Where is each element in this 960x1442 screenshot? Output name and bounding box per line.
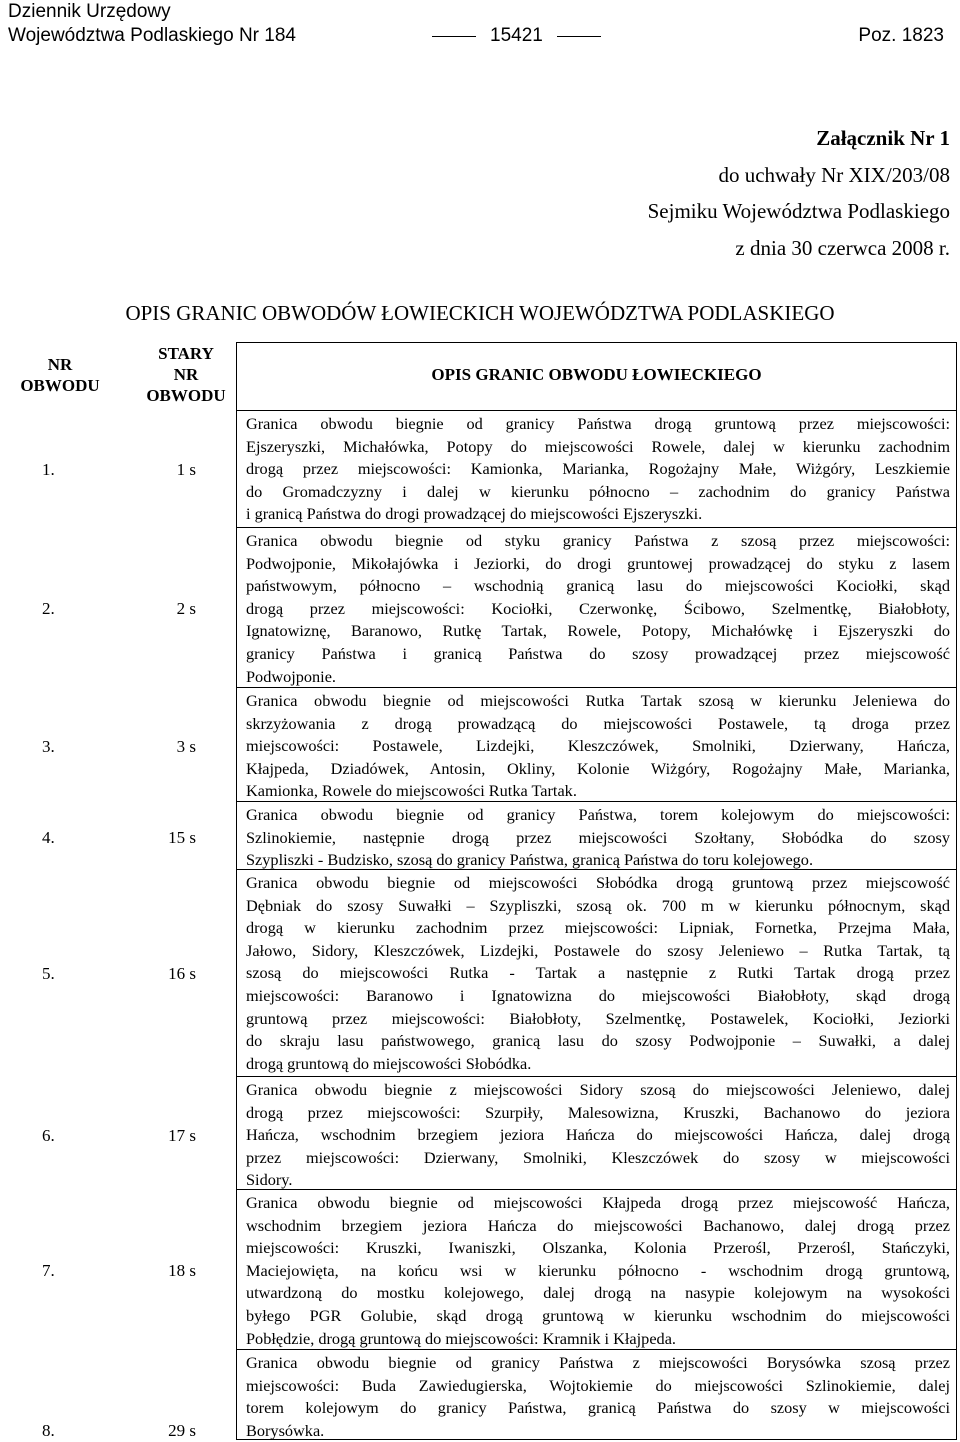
row-number: 6. (42, 1125, 55, 1145)
row-divider (236, 1189, 957, 1190)
column-header-stary-line3: OBWODU (146, 386, 226, 405)
description-line: drogą w kierunku zachodnim przez miejscowości: Lipniak, Fornetka, Przejma Mała, (246, 918, 950, 938)
description-line: Hańcza, wschodnim brzegiem jeziora Hańcza do miejscowości Hańcza, dalej drogą (246, 1125, 950, 1145)
description-line: granicy Państwa i granicą Państwa do szosy prowadzącej przez miejscowość (246, 643, 950, 663)
description-line: Podwojponie, Mikołajówka i Jeziorki, do drogi gruntowej prowadzącej do styku z lasem (246, 553, 950, 573)
description-line: Szlinokiemie, następnie drogą przez miejscowości Szołtany, Słobódka do szosy (246, 827, 950, 847)
description-line: do Gromadczyzny i dalej w kierunku północno – zachodnim do granicy Państwa (246, 481, 950, 501)
row-divider (236, 1349, 957, 1350)
journal-title-line2: Województwa Podlaskiego Nr 184 (8, 25, 296, 46)
row-divider (236, 687, 957, 688)
description-line: drogą przez miejscowości: Szurpiły, Malesowizna, Kruszki, Bachanowo do jeziora (246, 1102, 950, 1122)
column-header-stary (126, 343, 246, 406)
attachment-line3: Sejmiku Województwa Podlaskiego (647, 199, 950, 223)
attachment-block (648, 120, 950, 266)
description-line: drogą przez miejscowości: Kociołki, Czerwonkę, Ścibowo, Szelmentkę, Białobłoty, (246, 598, 950, 618)
description-line: Ignatowiznę, Baranowo, Rutkę Tartak, Rowele, Potopy, Michałówkę i Ejszeryszki do (246, 621, 950, 641)
description-line: byłego PGR Golubie, skąd drogą gruntową w kierunku wschodnim do miejscowości (246, 1305, 950, 1325)
description-line: miejscowości: Buda Zawiedugierska, Wojtokiemie do miejscowości Szlinokiemie, dalej (246, 1375, 950, 1395)
description-line: utwardzoną do mostku kolejowego, dalej drogą na nasypie kolejowym na wysokości (246, 1283, 950, 1303)
description-line: gruntową przez miejscowości: Białobłoty, Szelmentkę, Postawelek, Kociołki, Jeziorki (246, 1008, 950, 1028)
row-description (246, 690, 950, 803)
attachment-line4: z dnia 30 czerwca 2008 r. (735, 235, 950, 260)
description-line: Podwojponie. (246, 666, 337, 686)
description-line: Granica obwodu biegnie z miejscowości Sidory szosą do miejscowości Jeleniewo, dalej (246, 1080, 950, 1099)
row-description (246, 1352, 950, 1442)
description-line: Granica obwodu biegnie od miejscowości Słobódka drogą gruntową przez miejscowość (246, 873, 950, 892)
row-description (246, 530, 950, 688)
column-header-nr-line1: NR (47, 355, 73, 374)
row-old-number: 15 s (168, 827, 196, 847)
description-line: przez miejscowości: Dzierwany, Smolniki, Kleszczówek do szosy w miejscowości (246, 1147, 950, 1167)
description-line: państwowym, północno – wschodnią granicą lasu do miejscowości Kociołki, skąd (246, 576, 950, 596)
description-line: Jałowo, Sidory, Kleszczówek, Lizdejki, Postawele do szosy Jeleniewo – Rutka Tartak, tą (246, 940, 950, 960)
column-header-nr-line2: OBWODU (20, 376, 100, 395)
page-number-dash-left (432, 36, 476, 37)
row-description (246, 1079, 950, 1192)
row-number: 7. (42, 1261, 55, 1281)
description-line: i granicą Państwa do drogi prowadzącej do miejscowości Ejszeryszki. (246, 504, 703, 524)
description-line: Granica obwodu biegnie od granicy Państwa, torem kolejowym do miejscowości: (246, 805, 950, 824)
description-line: drogą gruntową do miejscowości Słobódka. (246, 1053, 532, 1073)
row-description (246, 872, 950, 1075)
column-header-stary-line2: NR (173, 365, 199, 384)
column-header-description: OPIS GRANIC OBWODU ŁOWIECKIEGO (431, 365, 762, 384)
column-header-nr (4, 354, 116, 396)
description-line: skrzyżowania z drogą prowadzącą do miejscowości Postawele, tą droga przez (246, 713, 950, 733)
journal-title-line1: Dziennik Urzędowy (8, 1, 171, 22)
row-old-number: 17 s (168, 1125, 196, 1145)
attachment-line2: do uchwały Nr XIX/203/08 (718, 162, 950, 187)
page-number-block (418, 24, 615, 48)
row-number: 2. (42, 599, 55, 619)
description-line: Granica obwodu biegnie od miejscowości Rutka Tartak szosą w kierunku Jeleniewa do (246, 691, 950, 710)
attachment-title: Załącznik Nr 1 (816, 126, 950, 150)
row-old-number: 2 s (176, 599, 196, 619)
description-line: miejscowości: Postawele, Lizdejki, Kleszczówek, Smolniki, Dzierwany, Hańcza, (246, 736, 950, 756)
page-number: 15421 (490, 25, 543, 46)
row-old-number: 3 s (176, 736, 196, 756)
row-description (246, 804, 950, 872)
description-line: szosą do miejscowości Rutka - Tartak a następnie z Rutki Tartak drogą przez (246, 963, 950, 983)
description-line: Granica obwodu biegnie od miejscowości Kłajpeda drogą przez miejscowość Hańcza, (246, 1193, 950, 1212)
row-old-number: 1 s (176, 459, 196, 479)
row-divider (236, 1076, 957, 1077)
description-line: Granica obwodu biegnie od granicy Państwa z miejscowości Borysówka szosą przez (246, 1353, 950, 1372)
row-old-number: 29 s (168, 1421, 196, 1441)
description-line: Pobłędzie, drogą gruntową do miejscowości: Kramnik i Kłajpeda. (246, 1328, 676, 1348)
description-line: Granica obwodu biegnie od styku granicy Państwa z szosą przez miejscowości: (246, 531, 950, 550)
description-line: drogą przez miejscowości: Kamionka, Marianka, Rogożajny Małe, Wiżgóry, Leszkiemie (246, 459, 950, 479)
row-divider (236, 869, 957, 870)
column-header-stary-line1: STARY (158, 344, 214, 363)
document-title: OPIS GRANIC OBWODÓW ŁOWIECKICH WOJEWÓDZTWA PODLASKIEGO (125, 301, 835, 325)
description-line: wschodnim brzegiem jeziora Hańcza do miejscowości Bachanowo, dalej drogą przez (246, 1215, 950, 1235)
description-line: Sidory. (246, 1170, 293, 1190)
description-line: Kamionka, Rowele do miejscowości Rutka Tartak. (246, 781, 577, 801)
row-old-number: 18 s (168, 1261, 196, 1281)
description-line: Kłajpeda, Dziadówek, Antosin, Okliny, Kolonie Wiżgóry, Rogożajny Małe, Marianka, (246, 758, 950, 778)
row-divider (236, 801, 957, 802)
journal-title (8, 0, 296, 48)
row-description (246, 1192, 950, 1350)
description-line: Ejszeryszki, Michałówka, Potopy do miejscowości Rowele, dalej w kierunku zachodnim (246, 436, 950, 456)
row-number: 1. (42, 459, 55, 479)
description-line: Granica obwodu biegnie od granicy Państwa drogą gruntową przez miejscowości: (246, 414, 950, 433)
header-divider (236, 410, 957, 411)
page-number-dash-right (557, 36, 601, 37)
row-number: 8. (42, 1421, 55, 1441)
description-line: Dębniak do szosy Suwałki – Szypliszki, szosą ok. 700 m w kierunku północnym, skąd (246, 895, 950, 915)
row-number: 5. (42, 963, 55, 983)
row-number: 3. (42, 736, 55, 756)
description-line: Borysówka. (246, 1420, 325, 1440)
description-line: miejscowości: Kruszki, Iwaniszki, Olszanka, Kolonia Przerośl, Przerośl, Stańczyki, (246, 1238, 950, 1258)
description-line: do skraju lasu państwowego, granicą lasu do szosy Podwojponie – Suwałki, a dalej (246, 1031, 950, 1051)
row-old-number: 16 s (168, 963, 196, 983)
description-line: Maciejowięta, na końcu wsi w kierunku północno - wschodnim drogą gruntową, (246, 1260, 950, 1280)
row-number: 4. (42, 827, 55, 847)
description-line: miejscowości: Baranowo i Ignatowizna do miejscowości Białobłoty, skąd drogą (246, 985, 950, 1005)
row-description (246, 413, 950, 526)
position-number: Poz. 1823 (858, 25, 944, 46)
row-divider (236, 527, 957, 528)
description-line: torem kolejowym do granicy Państwa, granicą Państwa do szosy w miejscowości (246, 1398, 950, 1418)
description-line: Szypliszki - Budzisko, szosą do granicy Państwa, granicą Państwa do toru kolejowego. (246, 850, 814, 870)
